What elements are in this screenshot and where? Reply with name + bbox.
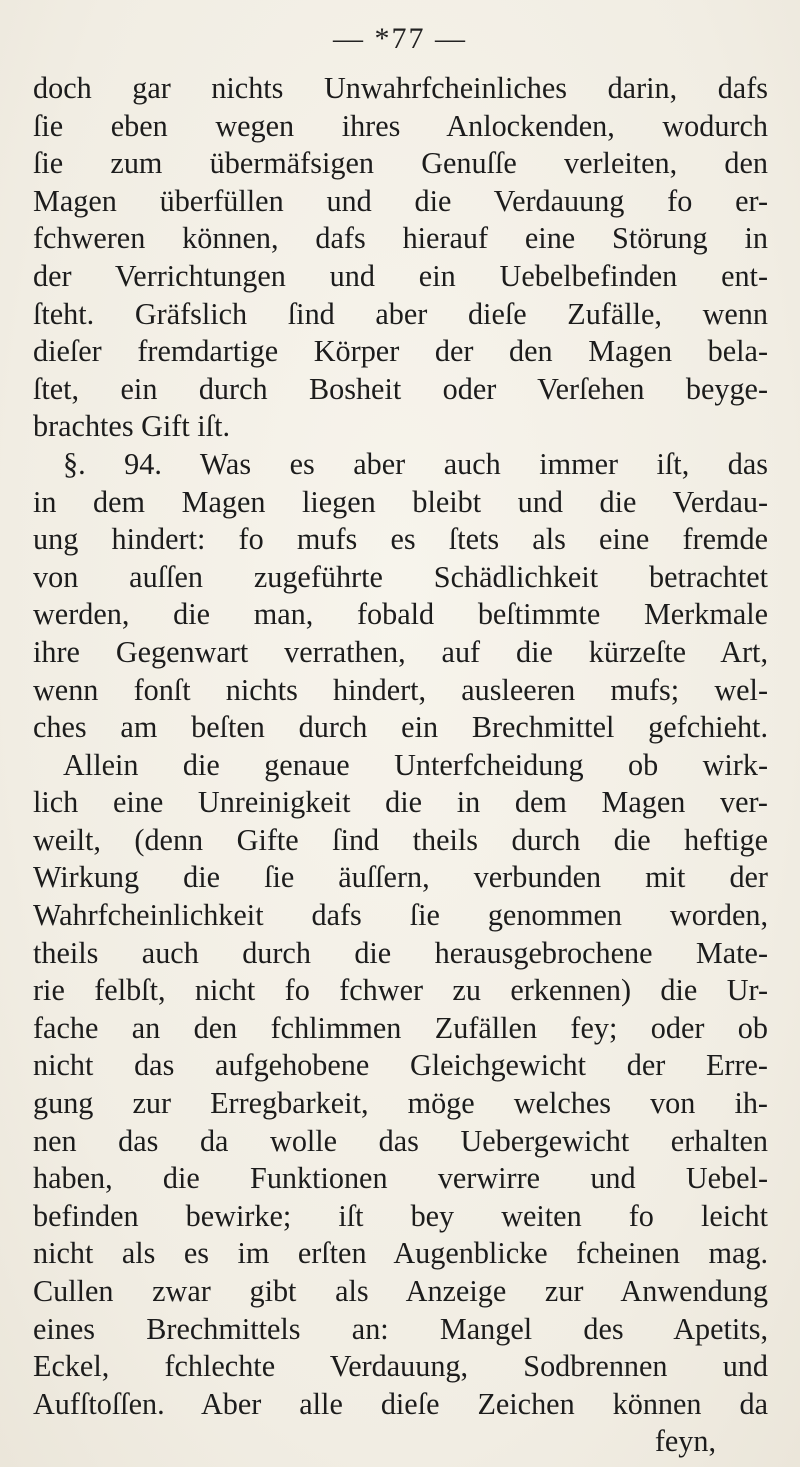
text-line: von auſſen zugeführte Schädlichkeit betrachtet xyxy=(33,559,768,594)
text-line: eines Brechmittels an: Mangel des Apetits, xyxy=(33,1311,768,1346)
text-line: ihre Gegenwart verrathen, auf die kürzeſte Art, xyxy=(33,634,768,669)
text-line: nen das da wolle das Uebergewicht erhalten xyxy=(33,1123,768,1158)
text-line: gung zur Erregbarkeit, möge welches von ih- xyxy=(33,1086,768,1121)
body-text xyxy=(33,70,768,1461)
text-line: wenn fonſt nichts hindert, ausleeren mufs; wel- xyxy=(33,672,768,707)
text-line: doch gar nichts Unwahrfcheinliches darin, dafs xyxy=(33,71,768,105)
text-line: der Verrichtungen und ein Uebelbefinden ent- xyxy=(33,258,768,293)
text-line: befinden bewirke; iſt bey weiten fo leicht xyxy=(33,1198,768,1233)
text-line: dieſer fremdartige Körper der den Magen bela- xyxy=(33,334,768,369)
text-line: fchweren können, dafs hierauf eine Störung in xyxy=(33,221,768,256)
text-line: Aufſtoſſen. Aber alle dieſe Zeichen können da xyxy=(33,1386,768,1421)
text-line: brachtes Gift iſt. xyxy=(33,409,230,444)
text-line: werden, die man, fobald beſtimmte Merkmale xyxy=(33,597,768,632)
text-line: Wahrfcheinlichkeit dafs ſie genommen worden, xyxy=(33,898,768,933)
text-line: fache an den fchlimmen Zufällen fey; oder ob xyxy=(33,1010,768,1045)
text-line: ung hindert: fo mufs es ſtets als eine fremde xyxy=(33,522,768,557)
text-line: ſtet, ein durch Bosheit oder Verſehen beyge- xyxy=(33,371,768,406)
text-line: Magen überfüllen und die Verdauung fo er- xyxy=(33,183,768,218)
text-line: haben, die Funktionen verwirre und Uebel- xyxy=(33,1161,768,1196)
text-line: ſie eben wegen ihres Anlockenden, wodurch xyxy=(33,108,768,143)
text-line: ches am beſten durch ein Brechmittel gefchieht. xyxy=(33,710,768,745)
text-line: nicht das aufgehobene Gleichgewicht der Erre- xyxy=(33,1048,768,1083)
text-line: rie felbſt, nicht fo fchwer zu erkennen) die Ur- xyxy=(33,973,768,1008)
text-line: lich eine Unreinigkeit die in dem Magen ver- xyxy=(33,785,768,820)
text-line: Eckel, fchlechte Verdauung, Sodbrennen und xyxy=(33,1349,768,1384)
paragraph-start-line: Allein die genaue Unterfcheidung ob wirk- xyxy=(63,747,768,782)
paragraph-start-line: §. 94. Was es aber auch immer iſt, das xyxy=(63,446,768,481)
catchword: feyn, xyxy=(654,1424,716,1459)
text-line: ſie zum übermäfsigen Genuſſe verleiten, den xyxy=(33,146,768,181)
text-line: ſteht. Gräfslich ſind aber dieſe Zufälle, wenn xyxy=(33,296,768,331)
text-line: theils auch durch die herausgebrochene Mate- xyxy=(33,935,768,970)
text-line: nicht als es im erſten Augenblicke fcheinen mag. xyxy=(33,1236,768,1271)
text-line: Wirkung die ſie äuſſern, verbunden mit der xyxy=(33,860,768,895)
text-line: Cullen zwar gibt als Anzeige zur Anwendung xyxy=(33,1274,768,1308)
page-number-header: — *77 — xyxy=(333,22,467,55)
text-line: weilt, (denn Gifte ſind theils durch die heftige xyxy=(33,822,768,857)
text-line: in dem Magen liegen bleibt und die Verdau- xyxy=(33,484,768,519)
